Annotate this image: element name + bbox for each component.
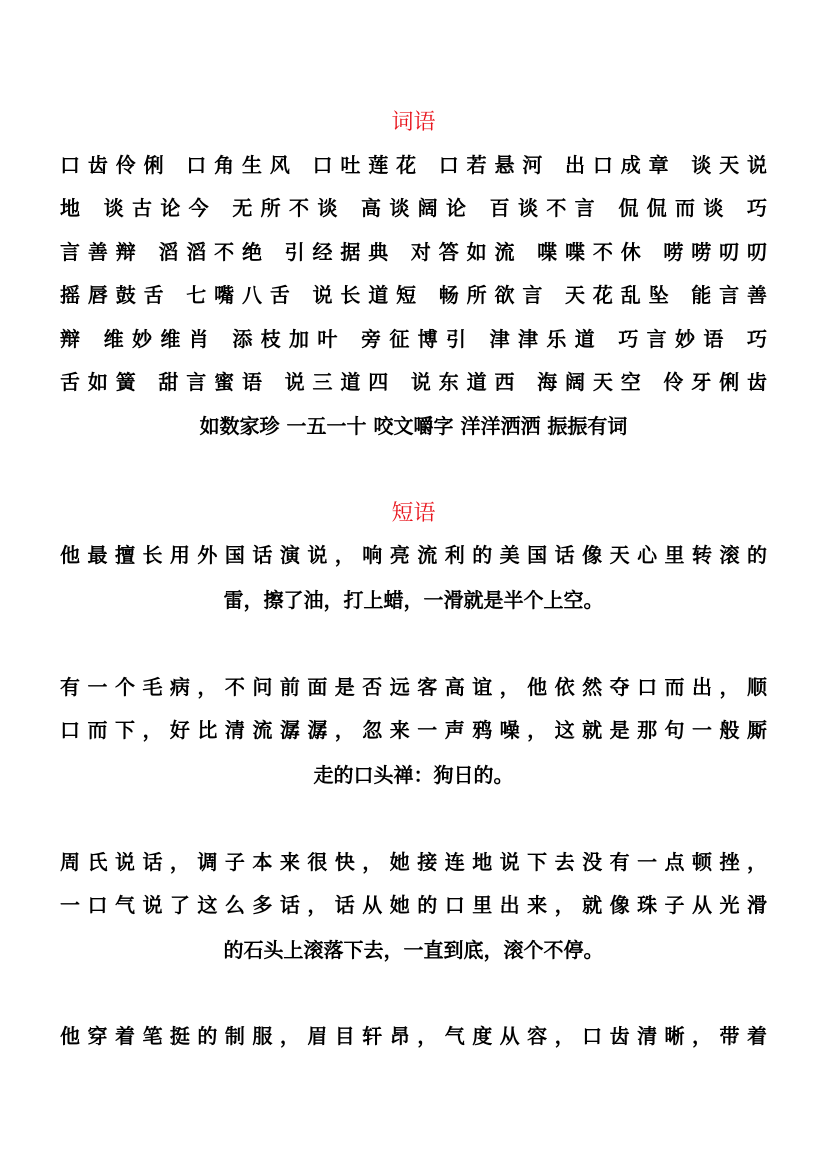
words-line-7: 如数家珍 一五一十 咬文嚼字 洋洋洒洒 振振有词 bbox=[199, 414, 628, 438]
phrase-1-line-1: 他最擅长用外国话演说，响亮流利的美国话像天心里转滚的 bbox=[60, 543, 767, 567]
words-line-5: 辩 维妙维肖 添枝加叶 旁征博引 津津乐道 巧言妙语 巧 bbox=[60, 327, 767, 351]
phrase-4-line-1: 他穿着笔挺的制服，眉目轩昂，气度从容，口齿清晰，带着 bbox=[60, 1024, 767, 1048]
phrase-2-line-2: 口而下，好比清流潺潺，忽来一声鸦噪，这就是那句一般厮 bbox=[60, 718, 767, 742]
words-line-1: 口齿伶俐 口角生风 口吐莲花 口若悬河 出口成章 谈天说 bbox=[60, 153, 767, 177]
phrase-3-line-2: 一口气说了这么多话，话从她的口里出来，就像珠子从光滑 bbox=[60, 893, 767, 917]
phrase-3-line-1: 周氏说话，调子本来很快，她接连地说下去没有一点顿挫， bbox=[60, 850, 767, 874]
phrase-1-line-2: 雷，擦了油，打上蜡，一滑就是半个上空。 bbox=[223, 588, 604, 612]
phrase-2-line-1: 有一个毛病，不问前面是否远客高谊，他依然夺口而出，顺 bbox=[60, 675, 767, 699]
section-title-phrases: 短语 bbox=[391, 501, 436, 526]
words-line-6: 舌如簧 甜言蜜语 说三道四 说东道西 海阔天空 伶牙俐齿 bbox=[60, 370, 767, 394]
words-line-3: 言善辩 滔滔不绝 引经据典 对答如流 喋喋不休 唠唠叨叨 bbox=[60, 240, 767, 264]
phrase-3-line-3: 的石头上滚落下去，一直到底，滚个不停。 bbox=[223, 938, 604, 962]
words-line-4: 摇唇鼓舌 七嘴八舌 说长道短 畅所欲言 天花乱坠 能言善 bbox=[60, 283, 767, 307]
section-title-words: 词语 bbox=[391, 110, 436, 135]
words-line-2: 地 谈古论今 无所不谈 高谈阔论 百谈不言 侃侃而谈 巧 bbox=[60, 196, 767, 220]
phrase-2-line-3: 走的口头禅：狗日的。 bbox=[313, 763, 514, 787]
